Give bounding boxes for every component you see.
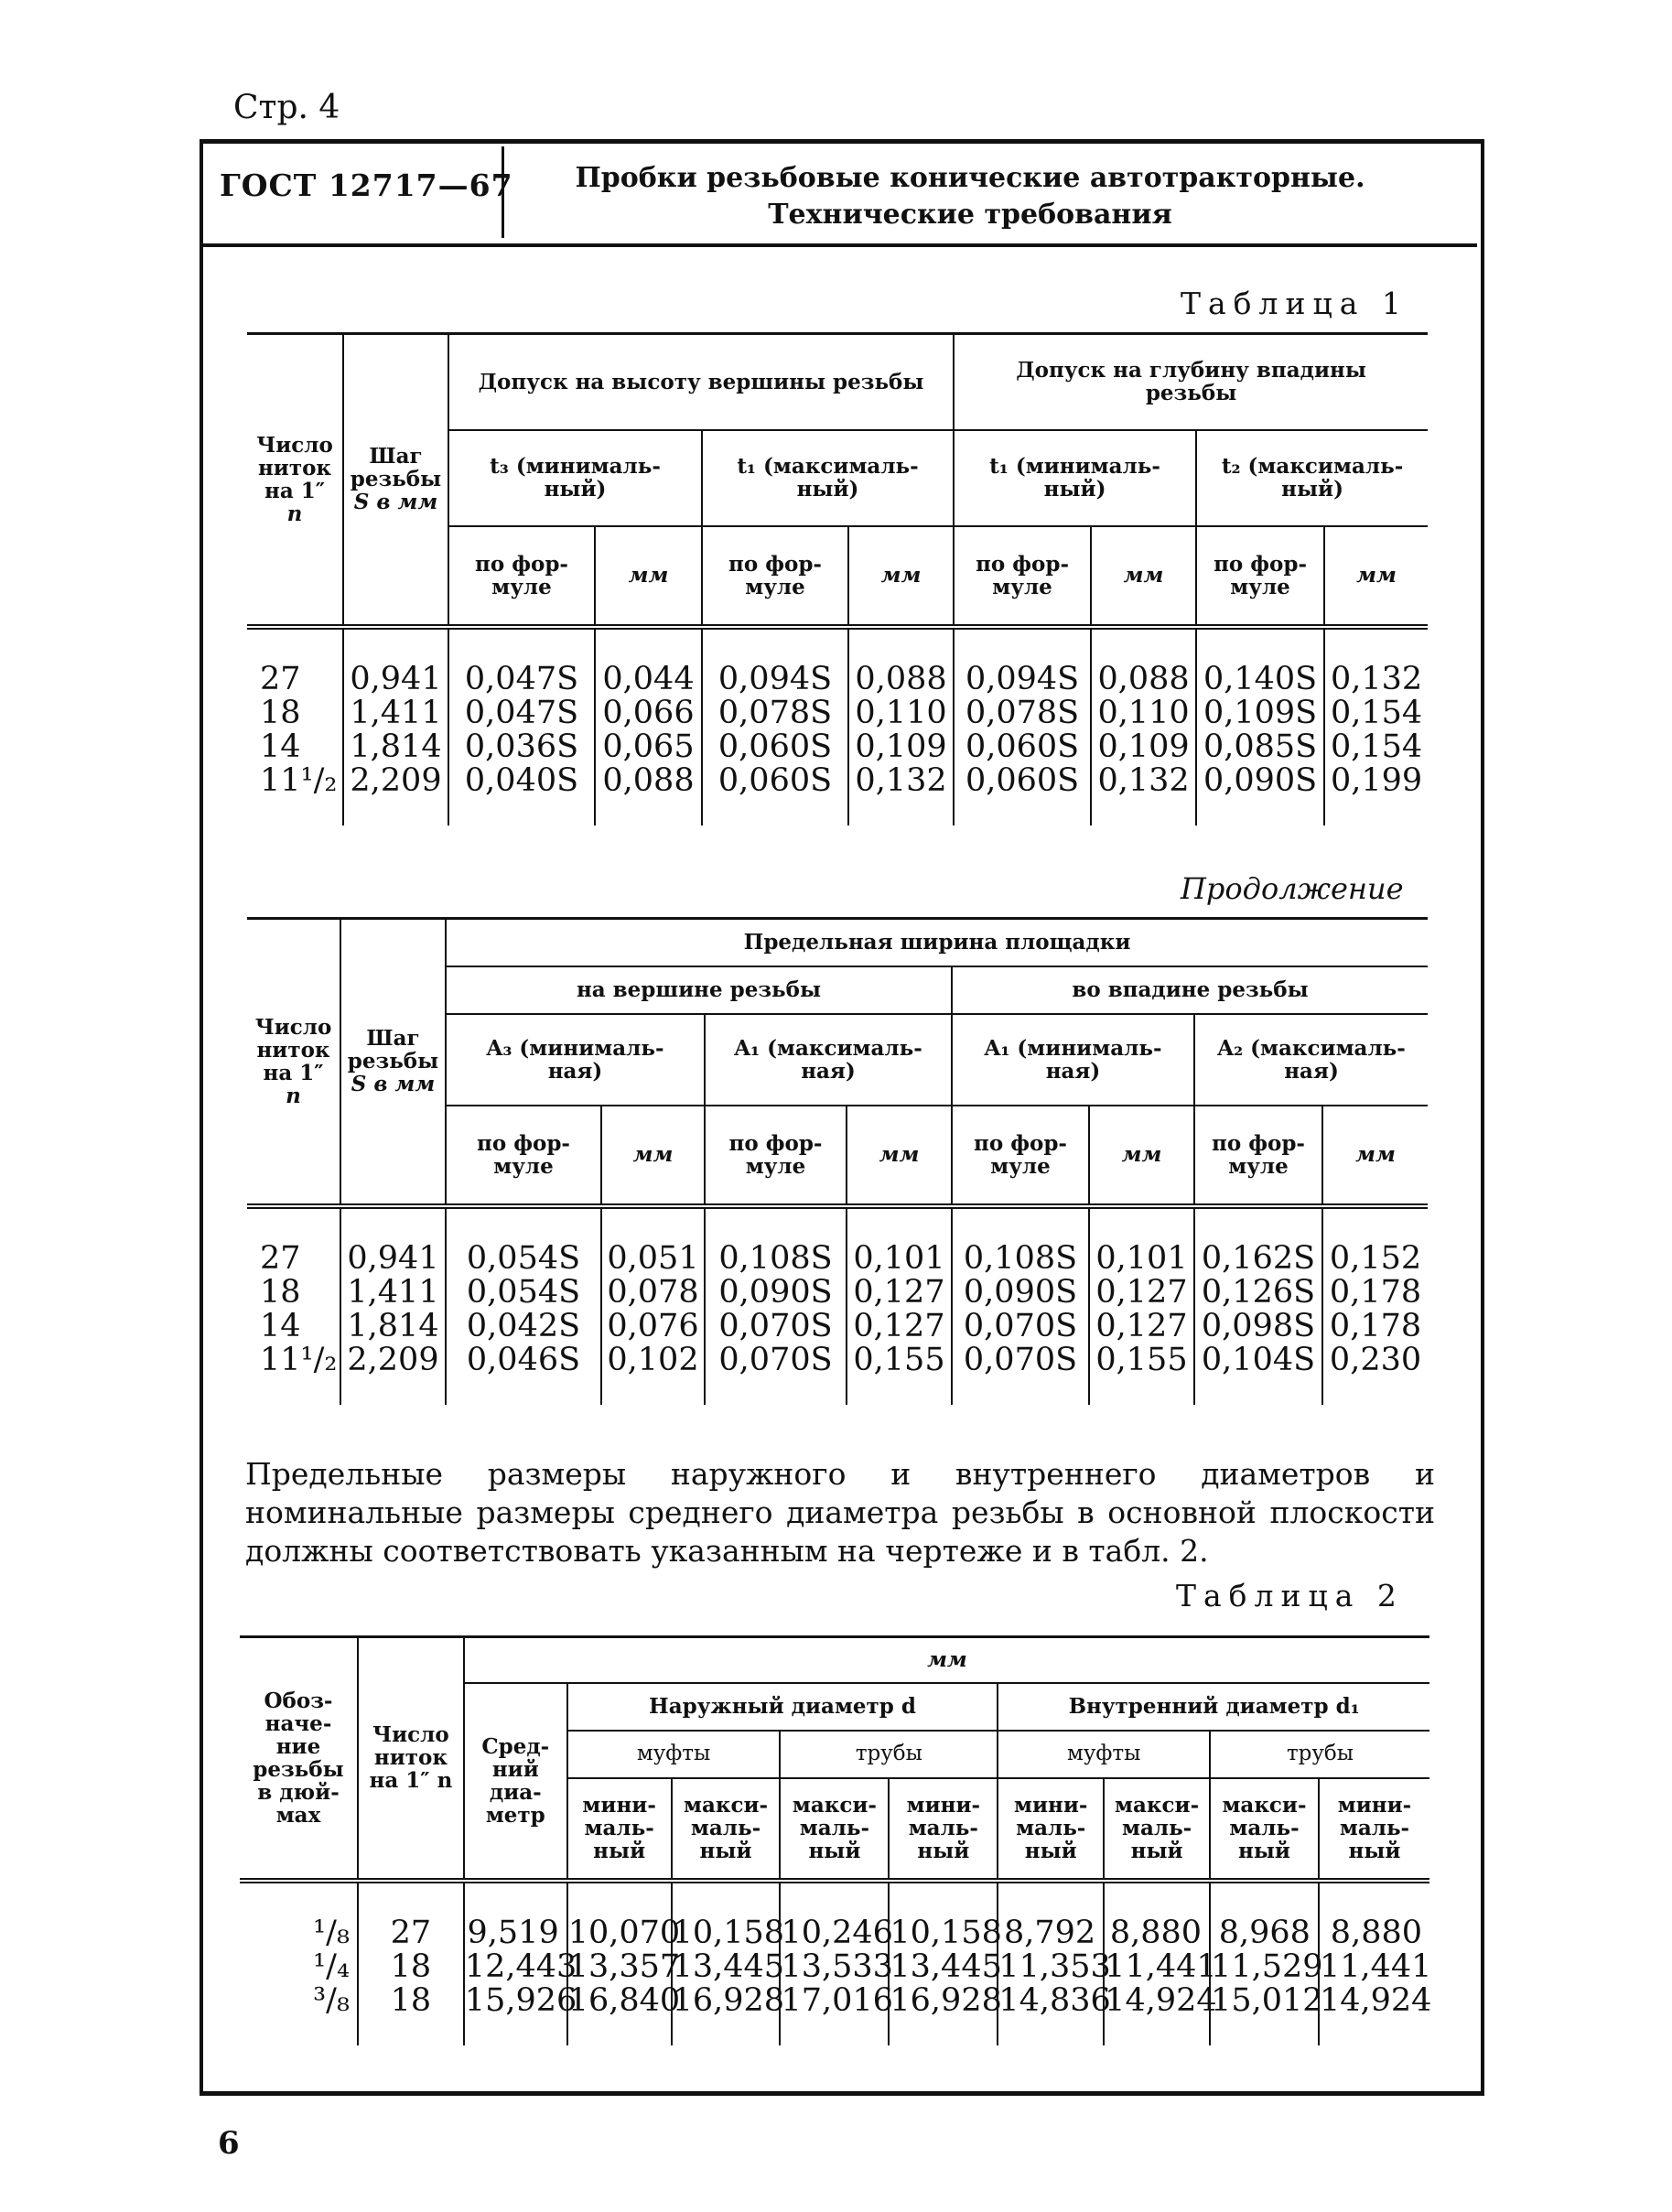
table-cell: 11¹/₂ — [247, 1343, 340, 1405]
table-cell: ¹/₄ — [240, 1950, 358, 1984]
table-cell: 0,085S — [1196, 730, 1324, 764]
table-cell: 27 — [247, 1206, 340, 1276]
table-cell: 0,102 — [601, 1343, 705, 1405]
table-cell: 0,088 — [848, 627, 954, 696]
table-cell: 11¹/₂ — [247, 764, 343, 825]
min-header: мини-маль-ный — [889, 1778, 998, 1881]
table-cell: 0,066 — [595, 696, 702, 730]
table-row — [247, 627, 1428, 696]
sub-a3-min: A₃ (минималь-ная) — [446, 1014, 705, 1106]
page-number: 6 — [218, 2125, 240, 2162]
table-cell: 0,101 — [1089, 1206, 1194, 1276]
table-row — [240, 1984, 1429, 2045]
table-cell: 0,047S — [448, 696, 595, 730]
table-cell: 0,078S — [702, 696, 848, 730]
table-cell: 0,040S — [448, 764, 595, 825]
table-cell: 0,178 — [1322, 1310, 1428, 1343]
table-cell: 0,108S — [952, 1206, 1089, 1276]
table-cell: 0,199 — [1324, 764, 1428, 825]
group-inner-diameter: Внутренний диаметр d₁ — [998, 1683, 1429, 1731]
table-cell: 0,127 — [1089, 1276, 1194, 1310]
table-cell: 0,054S — [446, 1206, 601, 1276]
table-cell: 11,441 — [1105, 1948, 1217, 1985]
table-cell: 16,928 — [889, 1984, 998, 2045]
max-header: макси-маль-ный — [1210, 1778, 1319, 1881]
sub-coupling: муфты — [998, 1731, 1210, 1778]
col-threads-header: Число ниток на 1″ n — [358, 1637, 464, 1881]
table-cell: 15,926 — [464, 1984, 567, 2045]
table-cell: 18 — [247, 1276, 340, 1310]
group-flat-width: Предельная ширина площадки — [446, 919, 1428, 966]
table-cell: 1,814 — [340, 1310, 446, 1343]
table-cell: 11,353 — [998, 1948, 1111, 1985]
table-cell: 14,924 — [1319, 1984, 1429, 2045]
table-row — [247, 1310, 1428, 1343]
table-cell: 1,411 — [343, 696, 448, 730]
table-cell: 11,529 — [1211, 1948, 1323, 1985]
table-cell: 0,101 — [847, 1206, 952, 1276]
sub-t2-max: t₂ (максималь-ный) — [1196, 430, 1428, 526]
group-at-crest: на вершине резьбы — [446, 966, 952, 1014]
table-cell: 0,127 — [847, 1310, 952, 1343]
table-cell: 9,519 — [464, 1881, 567, 1950]
table-cell: 18 — [358, 1950, 464, 1984]
table-cell: 16,840 — [567, 1984, 672, 2045]
table-row — [247, 1276, 1428, 1310]
by-formula-header: по фор-муле — [702, 526, 848, 627]
table-cell: 0,941 — [343, 627, 448, 696]
table-cell: 14 — [247, 730, 343, 764]
max-header: макси-маль-ный — [1104, 1778, 1210, 1881]
table-cell: 0,076 — [601, 1310, 705, 1343]
table-row — [240, 1881, 1429, 1950]
table-cell: 18 — [247, 696, 343, 730]
table-cell: 0,044 — [595, 627, 702, 696]
table-cell: 27 — [247, 627, 343, 696]
col-pitch-header: Шаг резьбы S в мм — [340, 919, 446, 1206]
table-cell: 10,246 — [780, 1881, 889, 1950]
table-cell: ³/₈ — [240, 1984, 358, 2045]
table-cell: 0,090S — [952, 1276, 1089, 1310]
by-formula-header: по фор-муле — [1194, 1106, 1322, 1206]
unit-header: мм — [464, 1637, 1429, 1683]
table-cell: 0,046S — [446, 1343, 601, 1405]
table-cell: 8,880 — [1104, 1881, 1210, 1950]
body-paragraph: Предельные размеры наружного и внутреннего диаметров и номинальные размеры среднего диаметра резьбы в основной плоскости должны соответствовать указанным на чертеже и в табл. 2. — [245, 1456, 1435, 1569]
group-root-tolerance: Допуск на глубину впадины резьбы — [954, 334, 1428, 430]
table-cell: 0,060S — [954, 764, 1091, 825]
table-cell: 0,104S — [1194, 1343, 1322, 1405]
table-cell: 0,051 — [601, 1206, 705, 1276]
table-row — [247, 696, 1428, 730]
table-cell: 8,968 — [1210, 1881, 1319, 1950]
table-cell: 14,924 — [1104, 1984, 1210, 2045]
table-cell: 0,109S — [1196, 696, 1324, 730]
col-designation-header: Обоз-наче-ние резьбы в дюй-мах — [240, 1637, 358, 1881]
header-rule — [203, 243, 1477, 247]
table-cell: 0,042S — [446, 1310, 601, 1343]
table-cell: 0,140S — [1196, 627, 1324, 696]
sub-coupling: муфты — [567, 1731, 781, 1778]
table-row — [247, 1343, 1428, 1405]
min-header: мини-маль-ный — [1319, 1778, 1429, 1881]
table-row — [247, 764, 1428, 825]
table-cell: 0,132 — [848, 764, 954, 825]
table-cell: 0,155 — [847, 1343, 952, 1405]
table-cell: 0,060S — [702, 764, 848, 825]
sub-t1-min: t₁ (минималь-ный) — [954, 430, 1196, 526]
table-cell: 0,152 — [1322, 1206, 1428, 1276]
table-cell: 0,078 — [601, 1276, 705, 1310]
mm-header: мм — [848, 526, 954, 627]
table2 — [240, 1635, 1432, 2045]
table-cell: 0,941 — [340, 1206, 446, 1276]
table-cell: 0,060S — [702, 730, 848, 764]
table-cell: 15,012 — [1210, 1984, 1319, 2045]
table-cell: 0,094S — [702, 627, 848, 696]
table-cell: 18 — [358, 1984, 464, 2045]
table-cell: 0,109 — [1091, 730, 1196, 764]
table-cell: 0,036S — [448, 730, 595, 764]
table-cell: 0,088 — [1091, 627, 1196, 696]
sub-a1-max: A₁ (максималь-ная) — [705, 1014, 952, 1106]
mm-header: мм — [1322, 1106, 1428, 1206]
table-cell: 0,178 — [1322, 1276, 1428, 1310]
table-cell: 10,158 — [889, 1881, 998, 1950]
table-row — [247, 730, 1428, 764]
min-header: мини-маль-ный — [567, 1778, 672, 1881]
table-cell: 12,443 — [464, 1948, 577, 1985]
table-cell: 13,445 — [672, 1948, 785, 1985]
col-mean-diameter-header: Сред-ний диа-метр — [464, 1683, 567, 1881]
sub-t1-max: t₁ (максималь-ный) — [702, 430, 954, 526]
max-header: макси-маль-ный — [780, 1778, 889, 1881]
table-cell: 17,016 — [780, 1984, 889, 2045]
table-cell: 0,054S — [446, 1276, 601, 1310]
title-line-1: Пробки резьбовые конические автотракторные. — [575, 162, 1365, 194]
table-cell: ¹/₈ — [240, 1881, 358, 1950]
table-cell: 0,065 — [595, 730, 702, 764]
by-formula-header: по фор-муле — [448, 526, 595, 627]
table-cell: 2,209 — [343, 764, 448, 825]
table1 — [247, 332, 1428, 825]
table-cell: 8,792 — [998, 1881, 1104, 1950]
sub-pipe: трубы — [780, 1731, 998, 1778]
page-label: Стр. 4 — [233, 89, 340, 126]
sub-a2-max: A₂ (максималь-ная) — [1194, 1014, 1428, 1106]
by-formula-header: по фор-муле — [705, 1106, 847, 1206]
col-pitch-header: Шаг резьбы S в мм — [343, 334, 448, 627]
col-thread-count-header: Число ниток на 1″ n — [247, 334, 343, 627]
table-cell: 2,209 — [340, 1343, 446, 1405]
standard-id: ГОСТ 12717—67 — [220, 167, 513, 203]
table-cell: 0,060S — [954, 730, 1091, 764]
table-row — [247, 1206, 1428, 1276]
table-cell: 0,132 — [1091, 764, 1196, 825]
table-cell: 27 — [358, 1881, 464, 1950]
mm-header: мм — [847, 1106, 952, 1206]
sub-a1-min: A₁ (минималь-ная) — [952, 1014, 1194, 1106]
mm-header: мм — [601, 1106, 705, 1206]
table-cell: 0,078S — [954, 696, 1091, 730]
table-cell: 1,411 — [340, 1276, 446, 1310]
sub-t3-min: t₃ (минималь-ный) — [448, 430, 702, 526]
table1-continuation — [247, 917, 1428, 1405]
table-cell: 0,126S — [1194, 1276, 1322, 1310]
by-formula-header: по фор-муле — [952, 1106, 1089, 1206]
table-cell: 0,154 — [1324, 730, 1428, 764]
mm-header: мм — [1324, 526, 1428, 627]
table-cell: 10,158 — [672, 1881, 781, 1950]
table-cell: 0,070S — [952, 1343, 1089, 1405]
table-cell: 0,110 — [848, 696, 954, 730]
group-crest-tolerance: Допуск на высоту вершины резьбы — [448, 334, 954, 430]
table-cell: 14,836 — [998, 1984, 1104, 2045]
by-formula-header: по фор-муле — [446, 1106, 601, 1206]
mm-header: мм — [595, 526, 702, 627]
table1-caption: Таблица 1 — [1181, 286, 1408, 321]
document-title — [549, 160, 1391, 233]
table-cell: 11,441 — [1319, 1948, 1432, 1985]
table-cell: 10,070 — [567, 1881, 672, 1950]
table-cell: 0,155 — [1089, 1343, 1194, 1405]
table-cell: 0,070S — [705, 1343, 847, 1405]
table-cell: 0,154 — [1324, 696, 1428, 730]
table-cell: 0,047S — [448, 627, 595, 696]
table-cell: 0,098S — [1194, 1310, 1322, 1343]
table-cell: 0,109 — [848, 730, 954, 764]
min-header: мини-маль-ный — [998, 1778, 1104, 1881]
mm-header: мм — [1089, 1106, 1194, 1206]
table-cell: 16,928 — [672, 1984, 781, 2045]
group-at-root: во впадине резьбы — [952, 966, 1428, 1014]
mm-header: мм — [1091, 526, 1196, 627]
table-cell: 0,094S — [954, 627, 1091, 696]
group-outer-diameter: Наружный диаметр d — [567, 1683, 998, 1731]
table-cell: 13,445 — [890, 1948, 1002, 1985]
max-header: макси-маль-ный — [672, 1778, 781, 1881]
table-cell: 0,110 — [1091, 696, 1196, 730]
table-cell: 0,070S — [952, 1310, 1089, 1343]
col-thread-count-header: Число ниток на 1″ n — [247, 919, 340, 1206]
table-cell: 0,127 — [1089, 1310, 1194, 1343]
table-cell: 14 — [247, 1310, 340, 1343]
table-cell: 0,088 — [595, 764, 702, 825]
table-cell: 0,230 — [1322, 1343, 1428, 1405]
by-formula-header: по фор-муле — [954, 526, 1091, 627]
table1-continuation-caption: Продолжение — [1181, 871, 1404, 906]
table-cell: 0,090S — [705, 1276, 847, 1310]
table-cell: 0,132 — [1324, 627, 1428, 696]
table-row — [240, 1950, 1429, 1984]
by-formula-header: по фор-муле — [1196, 526, 1324, 627]
table-cell: 0,127 — [847, 1276, 952, 1310]
table-cell: 8,880 — [1319, 1881, 1429, 1950]
table-cell: 0,070S — [705, 1310, 847, 1343]
table2-caption: Таблица 2 — [1176, 1578, 1404, 1613]
sub-pipe: трубы — [1210, 1731, 1429, 1778]
title-line-2: Технические требования — [768, 199, 1172, 231]
table-cell: 1,814 — [343, 730, 448, 764]
table-cell: 13,357 — [567, 1948, 681, 1985]
table-cell: 0,090S — [1196, 764, 1324, 825]
table-cell: 0,162S — [1194, 1206, 1322, 1276]
table-cell: 13,533 — [781, 1948, 893, 1985]
table-cell: 0,108S — [705, 1206, 847, 1276]
